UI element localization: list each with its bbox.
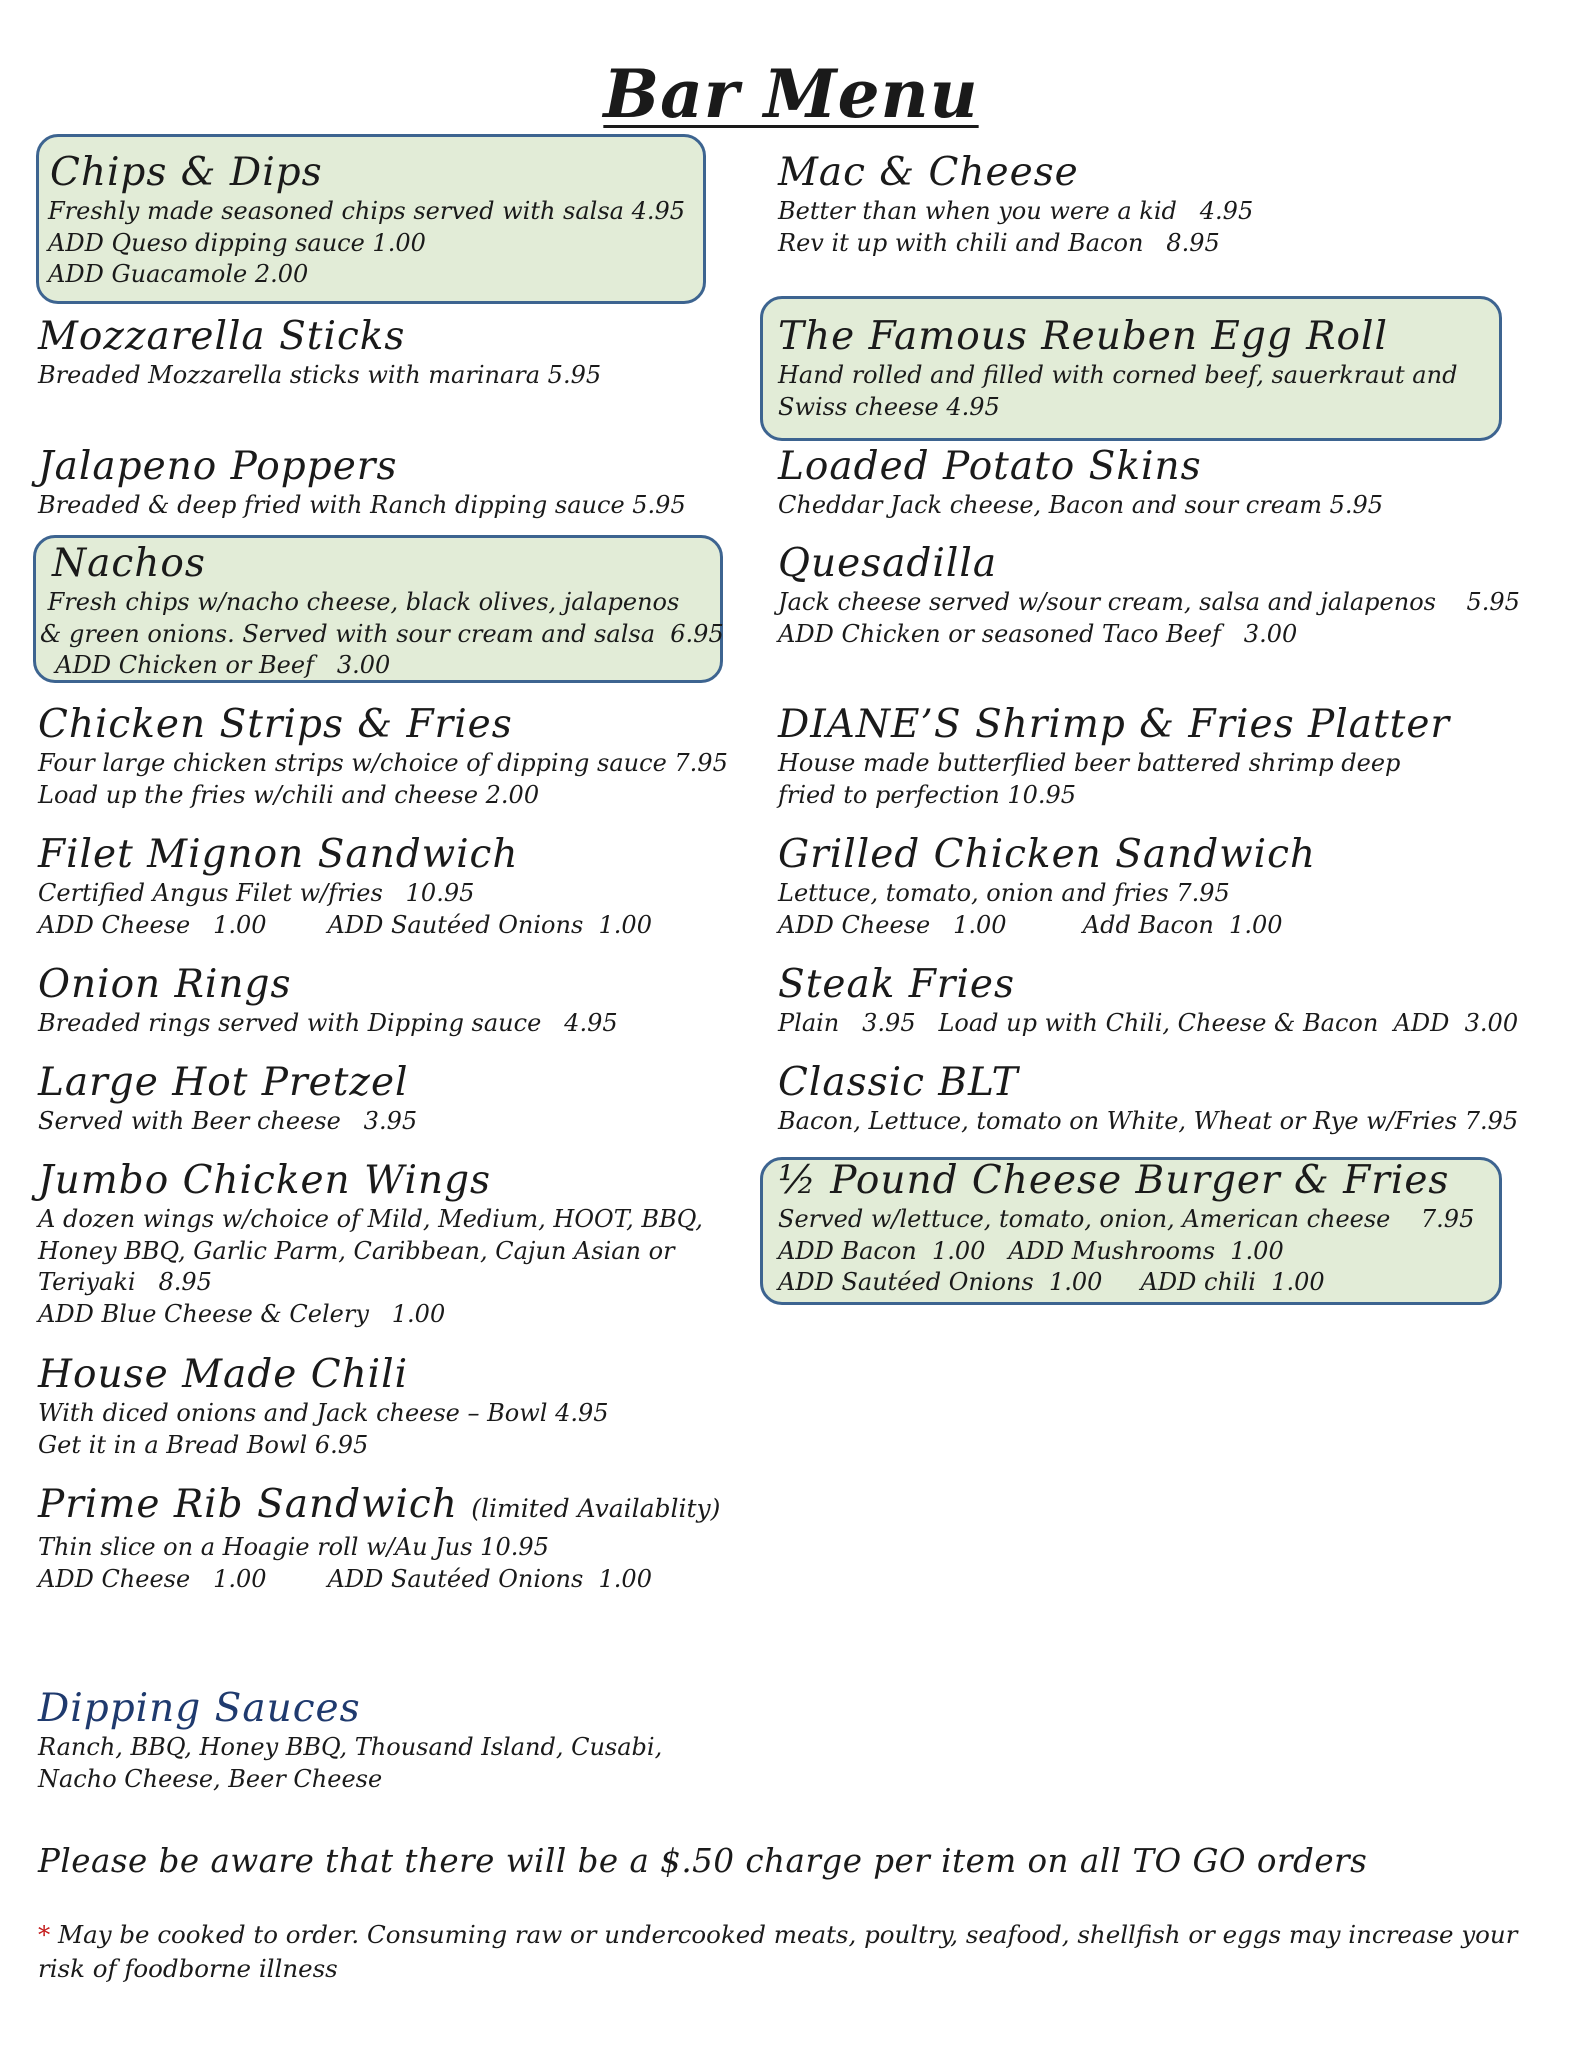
item-line: Served with Beer cheese 3.95: [38, 1107, 418, 1135]
item-line: & green onions. Served with sour cream and salsa 6.95: [40, 619, 724, 648]
sauce-line: Ranch, BBQ, Honey BBQ, Thousand Island, Cusabi,: [38, 1733, 663, 1761]
item-line: ADD Queso dipping sauce 1.00: [48, 228, 426, 257]
menu-item-filet-mignon: [38, 832, 652, 941]
item-line: Hand rolled and filled with corned beef, sauerkraut and: [778, 361, 1458, 389]
menu-item-prime-rib: [38, 1482, 720, 1595]
item-name: Quesadilla: [778, 541, 998, 586]
item-line: ADD Sautéed Onions 1.00 ADD chili 1.00: [778, 1268, 1325, 1296]
item-line: House made butterflied beer battered shrimp deep: [778, 749, 1401, 777]
item-line: With diced onions and Jack cheese – Bowl 4.95: [38, 1399, 609, 1427]
menu-item-chips-dips: [50, 150, 685, 291]
item-name: Chicken Strips & Fries: [38, 702, 513, 747]
menu-item-nachos: [40, 541, 724, 682]
item-name: Onion Rings: [38, 962, 292, 1007]
menu-item-jalapeno-poppers: [38, 444, 686, 522]
item-name: ½ Pound Cheese Burger & Fries: [778, 1158, 1450, 1203]
item-line: Jack cheese served w/sour cream, salsa and jalapenos 5.95: [778, 588, 1520, 616]
menu-item-quesadilla: [778, 541, 1520, 650]
item-line: Freshly made seasoned chips served with salsa 4.95: [48, 197, 686, 225]
item-line: ADD Chicken or seasoned Taco Beef 3.00: [778, 619, 1298, 648]
menu-item-chicken-wings: [38, 1158, 703, 1330]
asterisk-mark: *: [38, 1920, 51, 1949]
menu-item-reuben-egg-roll: [778, 314, 1457, 423]
menu-item-steak-fries: [778, 962, 1518, 1040]
item-line: Thin slice on a Hoagie roll w/Au Jus 10.95: [38, 1533, 549, 1561]
sauce-line: Nacho Cheese, Beer Cheese: [38, 1764, 383, 1793]
item-line: Load up the fries w/chili and cheese 2.00: [38, 780, 540, 809]
item-line: Cheddar Jack cheese, Bacon and sour cream 5.95: [778, 491, 1384, 519]
food-safety-disclaimer: [38, 1918, 1558, 1986]
item-name: Grilled Chicken Sandwich: [778, 832, 1317, 877]
item-name: Chips & Dips: [50, 150, 323, 195]
menu-title: Bar Menu: [603, 55, 979, 133]
item-line: Swiss cheese 4.95: [778, 392, 1000, 421]
item-name: [38, 1482, 720, 1532]
item-line: Get it in a Bread Bowl 6.95: [38, 1430, 369, 1459]
item-name: Mac & Cheese: [778, 150, 1079, 195]
item-line: Better than when you were a kid 4.95: [778, 197, 1254, 225]
item-line: Four large chicken strips w/choice of dipping sauce 7.95: [38, 749, 728, 777]
menu-item-chicken-strips: [38, 702, 728, 811]
item-name: House Made Chili: [38, 1352, 409, 1397]
item-line: ADD Cheese 1.00 Add Bacon 1.00: [778, 910, 1283, 939]
menu-item-cheese-burger: [778, 1158, 1474, 1299]
item-name-text: Prime Rib Sandwich: [38, 1482, 458, 1527]
item-name: The Famous Reuben Egg Roll: [778, 314, 1388, 359]
item-line: Teriyaki 8.95: [38, 1268, 212, 1296]
item-line: ADD Bacon 1.00 ADD Mushrooms 1.00: [778, 1236, 1284, 1265]
togo-charge-notice: Please be aware that there will be a $.50 charge per item on all TO GO orders: [38, 1842, 1368, 1880]
item-line: Plain 3.95 Load up with Chili, Cheese & Bacon ADD 3.00: [778, 1009, 1519, 1037]
item-line: ADD Guacamole 2.00: [48, 260, 309, 288]
item-line: Breaded rings served with Dipping sauce 4.95: [38, 1009, 618, 1037]
menu-item-potato-skins: [778, 444, 1383, 522]
item-line: Served w/lettuce, tomato, onion, American cheese 7.95: [778, 1205, 1475, 1233]
item-line: A dozen wings w/choice of Mild, Medium, HOOT, BBQ,: [38, 1205, 703, 1233]
menu-item-mac-cheese: [778, 150, 1253, 259]
item-name: Loaded Potato Skins: [778, 444, 1202, 489]
menu-item-classic-blt: [778, 1060, 1518, 1138]
item-line: ADD Blue Cheese & Celery 1.00: [38, 1299, 446, 1328]
item-line: ADD Cheese 1.00 ADD Sautéed Onions 1.00: [38, 1564, 652, 1593]
item-line: Honey BBQ, Garlic Parm, Caribbean, Cajun Asian or: [38, 1236, 675, 1265]
menu-item-grilled-chicken: [778, 832, 1316, 941]
item-line: Breaded & deep fried with Ranch dipping sauce 5.95: [38, 491, 686, 519]
menu-item-house-chili: [38, 1352, 609, 1461]
item-line: Breaded Mozzarella sticks with marinara 5.95: [38, 361, 602, 389]
item-name: Nachos: [52, 541, 206, 586]
menu-item-mozzarella-sticks: [38, 314, 601, 392]
item-name: Jumbo Chicken Wings: [38, 1158, 492, 1203]
item-line: ADD Cheese 1.00 ADD Sautéed Onions 1.00: [38, 910, 652, 939]
item-line: fried to perfection 10.95: [778, 780, 1077, 809]
dipping-sauces-section: [38, 1686, 662, 1795]
item-name: DIANE’S Shrimp & Fries Platter: [778, 702, 1451, 747]
section-heading: Dipping Sauces: [38, 1686, 361, 1731]
availability-note: (limited Availablity): [471, 1494, 721, 1523]
item-name: Classic BLT: [778, 1060, 1019, 1105]
item-line: Fresh chips w/nacho cheese, black olives, jalapenos: [40, 588, 680, 616]
item-name: Mozzarella Sticks: [38, 314, 406, 359]
item-name: Filet Mignon Sandwich: [38, 832, 519, 877]
item-name: Large Hot Pretzel: [38, 1060, 409, 1105]
item-line: Bacon, Lettuce, tomato on White, Wheat or Rye w/Fries 7.95: [778, 1107, 1519, 1135]
item-line: Rev it up with chili and Bacon 8.95: [778, 228, 1220, 257]
menu-item-hot-pretzel: [38, 1060, 417, 1138]
disclaimer-text: May be cooked to order. Consuming raw or undercooked meats, poultry, seafood, shellfish or eggs may increase your risk of foodborne illness: [38, 1920, 1518, 1983]
item-name: Steak Fries: [778, 962, 1016, 1007]
item-line: ADD Chicken or Beef 3.00: [40, 651, 391, 679]
item-line: Lettuce, tomato, onion and fries 7.95: [778, 879, 1230, 907]
menu-item-onion-rings: [38, 962, 618, 1040]
item-line: Certified Angus Filet w/fries 10.95: [38, 879, 475, 907]
item-name: Jalapeno Poppers: [38, 444, 398, 489]
menu-item-shrimp-platter: [778, 702, 1450, 811]
